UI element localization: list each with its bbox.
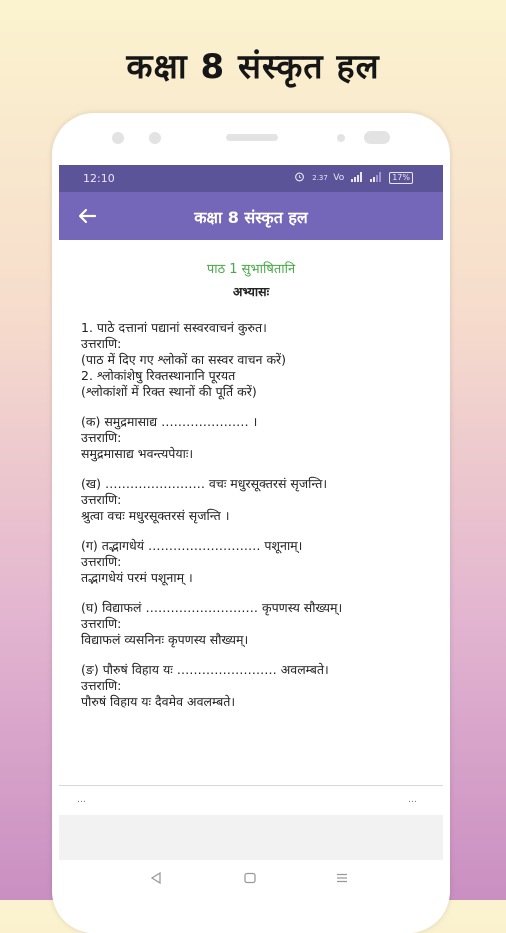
phone-frame xyxy=(52,113,450,933)
next-hint-right: … xyxy=(408,795,417,805)
app-bar xyxy=(59,192,443,240)
system-nav-bar xyxy=(59,860,443,933)
status-time: 12:10 xyxy=(83,172,115,185)
content-divider xyxy=(59,785,443,786)
answer-line: पौरुषं विहाय यः दैवमेव अवलम्बते। xyxy=(81,694,236,709)
sensor-dot xyxy=(337,134,345,142)
answer-label: उत्तराणि: xyxy=(81,554,122,569)
exercise-text xyxy=(81,320,426,710)
earpiece-speaker xyxy=(226,134,278,141)
next-section-hint xyxy=(77,795,417,805)
answer-line: तद्भागधेयं परमं पशूनाम् । xyxy=(81,570,193,585)
question-line: (क) समुद्रमासाद्य ………………… । xyxy=(81,414,258,429)
answer-label: उत्तराणि: xyxy=(81,616,122,631)
question-line: (ख) …………………… वचः मधुरसूक्तरसं सृजन्ति। xyxy=(81,476,328,491)
phone-screen xyxy=(59,165,443,933)
question-line: (ग) तद्भागधेयं ……………………… पशूनाम्। xyxy=(81,538,303,553)
question-line: (श्लोकांशों में रिक्त स्थानों की पूर्ति करें) xyxy=(81,384,257,399)
status-icons xyxy=(294,171,413,185)
sensor-dot xyxy=(112,132,124,144)
signal-icon xyxy=(351,172,363,185)
question-line: 2. श्लोकांशेषु रिक्तस्थानानि पूरयत xyxy=(81,368,236,383)
answer-line: समुद्रमासाद्य भवन्त्यपेयाः। xyxy=(81,446,194,461)
question-line: (घ) विद्याफलं ……………………… कृपणस्य सौख्यम्। xyxy=(81,600,343,615)
battery-icon: 17% xyxy=(389,172,413,184)
banner-area xyxy=(59,815,443,860)
data-speed-icon: 2.37 xyxy=(312,173,328,182)
promo-title: कक्षा 8 संस्कृत हल xyxy=(126,47,380,87)
nav-home-icon[interactable] xyxy=(243,870,257,889)
answer-label: उत्तराणि: xyxy=(81,492,122,507)
answer-label: उत्तराणि: xyxy=(81,430,122,445)
signal-icon xyxy=(370,172,382,185)
section-heading: अभ्यासः xyxy=(232,284,270,299)
answer-line: (पाठ में दिए गए श्लोकों का सस्वर वाचन करें) xyxy=(81,352,287,367)
camera-dot xyxy=(149,132,161,144)
answer-label: उत्तराणि: xyxy=(81,678,122,693)
sensor-pill xyxy=(364,131,390,144)
question-line: (ङ) पौरुषं विहाय यः …………………… अवलम्बते। xyxy=(81,662,329,677)
status-bar xyxy=(59,165,443,192)
answer-label: उत्तराणि: xyxy=(81,336,122,351)
nav-back-icon[interactable] xyxy=(149,870,163,889)
alarm-icon xyxy=(294,171,305,185)
nav-recents-icon[interactable] xyxy=(335,870,349,889)
app-bar-title: कक्षा 8 संस्कृत हल xyxy=(194,208,308,227)
question-line: 1. पाठे दत्तानां पद्यानां सस्वरवाचनं कुरुत। xyxy=(81,320,267,335)
answer-line: विद्याफलं व्यसनिनः कृपणस्य सौख्यम्। xyxy=(81,632,249,647)
content-area[interactable] xyxy=(59,240,443,785)
next-hint-left: … xyxy=(77,795,86,805)
volte-icon: Vo xyxy=(333,173,345,183)
lesson-title: पाठ 1 सुभाषितानि xyxy=(206,262,296,277)
answer-line: श्रुत्वा वचः मधुरसूक्तरसं सृजन्ति । xyxy=(81,508,230,523)
